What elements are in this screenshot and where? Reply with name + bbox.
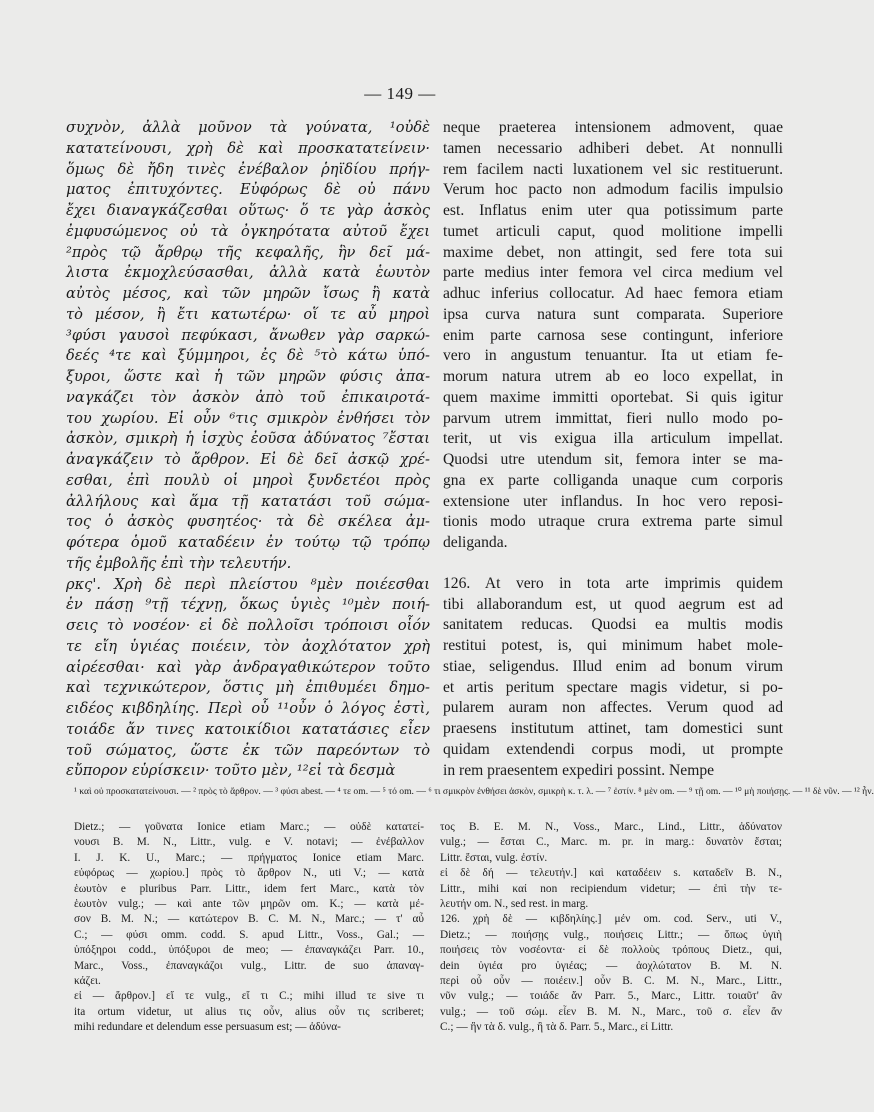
apparatus-line: Littr., mihi καί non recipiendum videtur; — ἐπὶ τὴν τε- xyxy=(440,882,782,895)
latin-text-line: tamen necessario adhiberi debet. At nonnulli xyxy=(443,139,783,157)
latin-text-line: praesens institutum attinet, tam domestici sunt xyxy=(443,720,783,737)
apparatus-line: νουσι B. M. N., Littr., vulg. e V. notavi; — ἐνέβαλλον xyxy=(74,836,424,849)
greek-text-line: λιστα ἐκμοχλεύσασθαι, ἀλλὰ κατὰ ἑωυτὸν xyxy=(66,264,430,282)
latin-text-line: gna ex parte colliganda unaque cum corporis xyxy=(443,471,783,489)
latin-text-line: enim parte carnosa sese contingunt, inferiore xyxy=(443,326,783,344)
latin-text-line: deliganda. xyxy=(443,534,508,551)
greek-text-line: ἀσκὸν, σμικρὴ ἡ ἰσχὺς ἐοῦσα ἀδύνατος ⁷ἔσται xyxy=(66,430,430,448)
greek-text-line: εσθαι, ἐπὶ πουλὺ οἱ μηροὶ ξυνδετέοι πρὸς xyxy=(66,471,430,489)
greek-text-line: δεές ⁴τε καὶ ξύμμηροι, ἐς δὲ ⁵τὸ κάτω ὑπό- xyxy=(66,347,430,365)
latin-text-line: tionis modo utraque crura extrema parte simul xyxy=(443,513,783,531)
latin-text-line: quem maxime immitti oportebat. Si quis igitur xyxy=(443,388,783,406)
latin-text-line: est. Inflatus enim uter qua potissimum parte xyxy=(443,202,783,219)
apparatus-line: λευτήν om. N., sed rest. in marg. xyxy=(440,897,589,910)
apparatus-line: dein ὑγιέα pro ὑγιέας; — ἀοχλώτατον B. M. N. xyxy=(440,959,782,972)
greek-text-line: ρκς'. Χρὴ δὲ περὶ πλείστου ⁸μὲν ποιέεσθαι xyxy=(66,575,430,593)
latin-text-line: stiae, seligendus. Illud enim ad bonum virum xyxy=(443,657,783,675)
apparatus-line: Littr. ἔσται, vulg. ἐστίν. xyxy=(440,851,548,864)
greek-text-line: σεις τὸ νοσέον· εἰ δὲ πολλοῖσι τρόποισι οἷόν xyxy=(66,617,430,634)
apparatus-line: ὑπόξηροι codd., ὑπόξυροι de meo; — ἐπαναγκάζει Parr. 10., xyxy=(74,944,424,957)
apparatus-line: vulg.; — ἔσται C., Marc. m. pr. in marg.: δυνατὸν ἔσται; xyxy=(440,836,782,849)
latin-text-line: ipsa curva natura sunt comparata. Superiore xyxy=(443,305,783,323)
latin-text-line: in rem praesentem expediri possint. Nempe xyxy=(443,761,715,779)
latin-text-line: et artis peritum spectare magis videtur, si po- xyxy=(443,678,783,696)
greek-text-line: αὐτὸς μέσος, καὶ τῶν μηρῶν ἴσως ἢ κατὰ xyxy=(66,285,430,302)
apparatus-line: C.; — φύσι omm. codd. S. apud Littr., Voss., Gal.; — xyxy=(74,928,424,941)
greek-text-line: ἔχει διαναγκάζεσθαι οὕτως· ὅ τε γὰρ ἀσκὸς xyxy=(66,202,430,219)
latin-text-line: Quodsi utre utendum sit, femora inter se ma- xyxy=(443,451,783,468)
greek-text-line: τοῦ σώματος, ὥστε ἐκ τῶν παρεόντων τὸ xyxy=(66,741,430,759)
apparatus-line: νῦν vulg.; — τοιάδε ἄν Parr. 5., Marc., Littr. τοιαῦτ' ἂν xyxy=(440,990,782,1003)
apparatus-line: ita ortum videtur, ut alius τις οὖν, alius οὖν τις scriberet; xyxy=(74,1005,424,1018)
apparatus-line: εἰ δὲ δή — τελευτήν.] καὶ καταδέειν s. καταδεῖν B. N., xyxy=(440,867,782,880)
apparatus-line: Dietz.; — ποιήσῃς vulg., ποιήσεις Littr.; — ὅπως ὑγιὴ xyxy=(440,928,782,941)
latin-text-column xyxy=(443,118,783,781)
greek-text-line: τὸ μέσον, ἢ ἔτι κατωτέρω· οἵ τε αὖ μηροὶ xyxy=(66,305,430,323)
page-number: — 149 — xyxy=(364,84,436,103)
latin-paragraph-126 xyxy=(443,574,783,782)
latin-text-line: rem facilem nacti luxationem vel sic restituerunt. xyxy=(443,160,783,178)
greek-text-line: φότερα ὁμοῦ καταδέειν ἐν τούτῳ τῷ τρόπῳ xyxy=(66,534,430,551)
latin-text-line: vero in angustum tenuantur. Ita ut etiam fe- xyxy=(443,347,783,365)
latin-text-line: maxime debet, non attingit, sed fere tota sui xyxy=(443,243,783,261)
greek-text-line: ἀλλήλους καὶ ἅμα τῇ κατατάσι τοῦ σώμα- xyxy=(66,492,430,510)
critical-apparatus-right xyxy=(440,820,782,1035)
apparatus-line: εἰ — ἄρθρον.] εἴ τε vulg., εἴ τι C.; mihi illud τε sive τι xyxy=(74,990,424,1003)
greek-text-line: ἀναγκάζειν τὸ ἄρθρον. Εἰ δὲ δεῖ ἀσκῷ χρέ- xyxy=(66,451,430,468)
latin-text-line: parte medius inter femora vel circa medium vel xyxy=(443,264,783,282)
greek-text-line: ἐμφυσώμενος οὐ τὰ ὀγκηρότατα αὐτοῦ ἔχει xyxy=(66,222,430,240)
apparatus-line: σον B. M. N.; — κατώτερον B. C. M. N., Marc.; — τ' αὖ xyxy=(74,913,424,926)
critical-apparatus-left xyxy=(74,820,424,1035)
latin-text-line: Verum hoc pacto non admodum facilis impulsio xyxy=(443,181,783,199)
apparatus-line: τος B. E. M. N., Voss., Marc., Lind., Littr., ἀδύνατον xyxy=(440,821,782,833)
latin-paragraph-1 xyxy=(443,118,783,554)
greek-text-line: εὔπορον εὑρίσκειν· τοῦτο μὲν, ¹²εἰ τὰ δεσμὰ xyxy=(66,762,396,780)
greek-text-line: τοιάδε ἄν τινες κατοικίδιοι κατατάσιες εἶεν xyxy=(66,720,430,738)
latin-text-line: pularem auram non affectes. Verum quod ad xyxy=(443,699,783,717)
apparatus-line: Dietz.; — γοῦνατα Ionice etiam Marc.; — οὐδὲ κατατεί- xyxy=(74,821,424,833)
apparatus-line: Marc., Voss., ἐπαναγκάζοι vulg., Littr. de suo ἀπαναγ- xyxy=(74,959,424,972)
apparatus-line: περὶ οὗ οὖν — ποιέειν.] οὖν B. C. M. N., Marc., Littr., xyxy=(440,974,782,987)
greek-text-line: ειδέος κιβδηλίης. Περὶ οὗ ¹¹οὖν ὁ λόγος ἐστὶ, xyxy=(66,700,430,717)
greek-text-line: κατατείνουσι, χρὴ δὲ καὶ προσκατατείνειν· xyxy=(66,139,430,157)
greek-text-line: ἐν πάσῃ ⁹τῇ τέχνῃ, ὅκως ὑγιὲς ¹⁰μὲν ποιή- xyxy=(66,596,430,614)
greek-text-line: τε εἴη ὑγιέας ποιέειν, τὸν ἀοχλότατον χρὴ xyxy=(66,637,430,655)
greek-text-line: τος ὁ ἀσκὸς φυσητέος· τὰ δὲ σκέλεα ἀμ- xyxy=(66,513,430,531)
latin-text-line: parvum utrem immittat, fieri nullo modo po- xyxy=(443,409,783,427)
apparatus-line: mihi redundare et delendum esse persuasum est; — ἀδύνα- xyxy=(74,1021,341,1034)
latin-text-line: restitui potest, is, qui minimum habet mole- xyxy=(443,637,783,654)
latin-text-line: terit, ut vis exigua illa articulum impellat. xyxy=(443,430,783,448)
greek-text-line: ²πρὸς τῷ ἄρθρῳ τῆς κεφαλῆς, ἣν δεῖ μά- xyxy=(66,243,430,261)
apparatus-line: I. J. K. U., Marc.; — πρήγματος Ionice etiam Marc. xyxy=(74,851,424,864)
paragraph-gap xyxy=(443,554,783,574)
latin-text-line: extensione uter inflandus. In hoc vero reposi- xyxy=(443,492,783,510)
apparatus-line: ἑωυτὸν e pluribus Parr. Littr., idem fert Marc., κατὰ τὸν xyxy=(74,882,424,895)
greek-text-line: ³φύσι γαυσοὶ πεφύκασι, ἄνωθεν γὰρ σαρκώ- xyxy=(66,326,430,344)
greek-text-line: του χωρίου. Εἰ οὖν ⁶τις σμικρὸν ἐνθήσει τὸν xyxy=(66,409,430,427)
greek-text-line: ματος ἐπιτυχόντες. Εὐφόρως δὲ οὐ πάνυ xyxy=(66,181,430,199)
greek-text-line: αἱρέεσθαι· καὶ γὰρ ἀνδραγαθικώτερον τοῦτο xyxy=(66,658,430,676)
latin-text-line: morum natura utrem ab eo loco expellat, in xyxy=(443,368,783,385)
apparatus-line: εὐφόρως — χωρίου.] πρὸς τὸ ἄρθρον N., uti V.; — κατὰ xyxy=(74,867,424,880)
footnotes-line: ¹ καὶ οὐ προσκατατείνουσι. — ² πρὸς τὸ ἄρθρον. — ³ φύσι abest. — ⁴ τε om. — ⁵ τό om. — ⁶ τι σμικρὸν ἐνθήσει ἀσκὸν, σμικρὴ κ. τ. λ. — ⁷ ἐστίν. ⁸ μὲν om. — ⁹ τῇ om. — ¹⁰ μὴ ποιήσῃς. — ¹¹ δὲ νῦν. — ¹² ἦν. xyxy=(74,786,874,797)
apparatus-line: ποιήσεις τὸν νοσέοντα· εἰ δὲ πολλοὺς τρόπους Dietz., qui, xyxy=(440,944,782,957)
latin-text-line: tumet articuli caput, quod molitione impelli xyxy=(443,222,783,240)
apparatus-line: C.; — ἢν τὰ δ. vulg., ἢ τὰ δ. Parr. 5., Marc., εἰ Littr. xyxy=(440,1021,674,1034)
latin-text-line: quidam extendendi corpus modi, ut prompte xyxy=(443,740,783,758)
latin-text-line: neque praeterea intensionem admovent, quae xyxy=(443,119,783,136)
latin-text-line: sanitatem reducas. Quodsi ea multis modis xyxy=(443,616,783,634)
apparatus-line: κάζει. xyxy=(74,974,101,987)
greek-text-line: ναγκάζει τὸν ἀσκὸν ἀπὸ τοῦ ἐπικαιροτά- xyxy=(66,388,430,406)
latin-text-line: tibi allaborandum est, ut quod aegrum est ad xyxy=(443,595,783,613)
greek-text-line: καὶ τεχνικώτερον, ὅστις μὴ ἐπιθυμέει δημο- xyxy=(66,679,430,697)
greek-text-line: ὅμως δὲ ἤδη τινὲς ἐνέβαλον ῥηϊδίου πρήγ- xyxy=(66,160,430,178)
greek-text-line: ξυροι, ὥστε καὶ ἡ τῶν μηρῶν φύσις ἀπα- xyxy=(66,368,430,385)
apparatus-line: 126. χρὴ δὲ — κιβδηλίης.] μέν om. cod. Serv., uti V., xyxy=(440,913,782,926)
latin-text-line: 126. At vero in tota arte imprimis quidem xyxy=(443,574,783,592)
apparatus-line: ἑωυτὸν vulg.; — καὶ ante τῶν μηρῶν om. K.; — κατὰ μέ- xyxy=(74,897,424,910)
greek-text-line: συχνὸν, ἀλλὰ μοῦνον τὰ γούνατα, ¹οὐδὲ xyxy=(66,119,430,136)
greek-text-line: τῆς ἐμβολῆς ἐπὶ τὴν τελευτήν. xyxy=(66,554,292,572)
latin-text-line: adhuc inferius collocatur. Ad haec femora etiam xyxy=(443,285,783,302)
greek-text-column xyxy=(66,118,430,782)
apparatus-line: vulg.; — τοῦ σώμ. εἶεν B. M. N., Marc., τοῦ σ. εἶεν ἄν xyxy=(440,1005,782,1018)
